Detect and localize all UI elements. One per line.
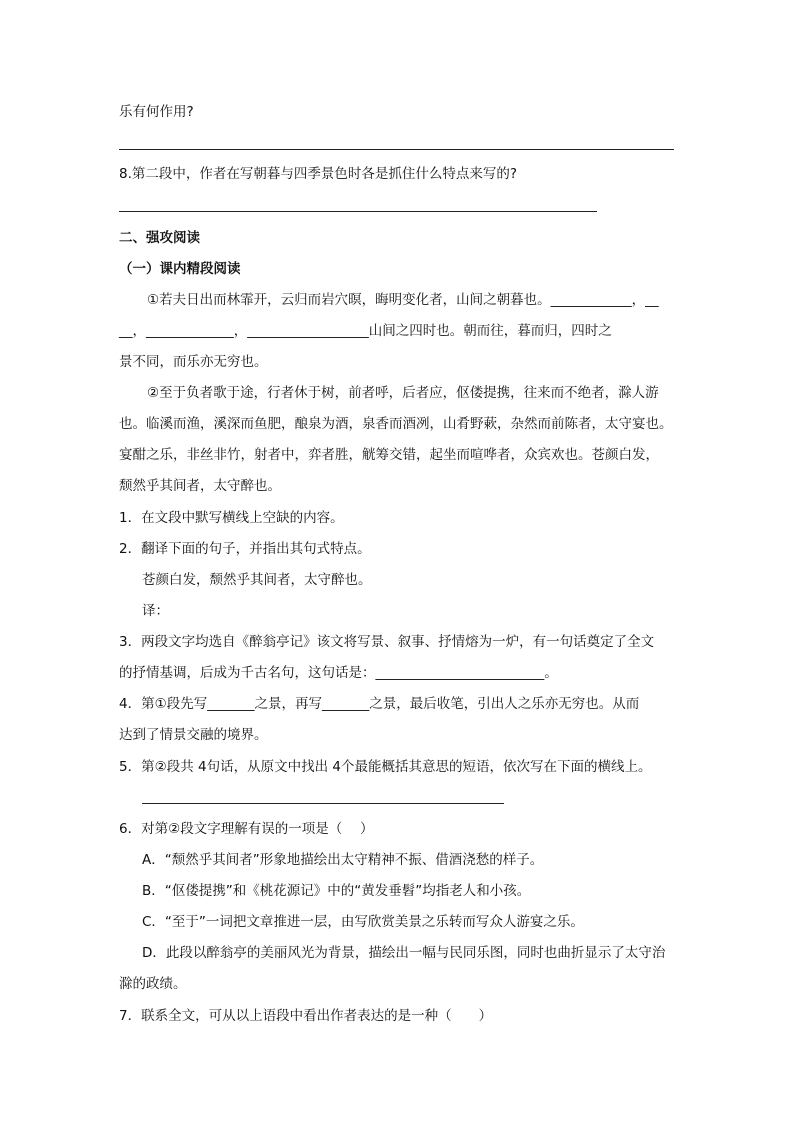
question-4-cont: 达到了情景交融的境界。 bbox=[119, 727, 268, 743]
option-a: A．“颓然乎其间者”形象地描绘出太守精神不振、借酒浇愁的样子。 bbox=[142, 852, 544, 868]
option-c: C．“至于”一词把文章推进一层，由写欣赏美景之乐转而写众人游宴之乐。 bbox=[142, 914, 584, 930]
question-8: 8.第二段中，作者在写朝暮与四季景色时各是抓住什么特点来写的? bbox=[119, 166, 518, 182]
option-d: D．此段以醉翁亭的美丽风光为背景，描绘出一幅与民同乐图，同时也曲折显示了太守治 bbox=[142, 945, 666, 961]
question-7: 7．联系全文，可从以上语段中看出作者表达的是一种（ ） bbox=[119, 1008, 493, 1024]
answer-line bbox=[142, 803, 504, 804]
question-5: 5．第②段共 4句话，从原文中找出 4个最能概括其意思的短语，依次写在下面的横线上。 bbox=[119, 759, 652, 775]
prev-question-tail: 乐有何作用? bbox=[119, 104, 194, 120]
question-6: 6．对第②段文字理解有误的一项是（ ） bbox=[119, 821, 374, 837]
answer-line bbox=[119, 211, 597, 212]
question-3: 3．两段文字均选自《醉翁亭记》该文将写景、叙事、抒情熔为一炉，有一句话奠定了全文 bbox=[119, 634, 655, 650]
option-b: B．“伛偻提携”和《桃花源记》中的“黄发垂髫”均指老人和小孩。 bbox=[142, 883, 531, 899]
passage-1-line: 景不同，而乐亦无穷也。 bbox=[119, 354, 268, 370]
passage-2-line: ②至于负者歌于途，行者休于树，前者呼，后者应，伛偻提携，往来而不绝者，滁人游 bbox=[147, 385, 659, 401]
passage-2-line: 也。临溪而渔，溪深而鱼肥，酿泉为酒，泉香而酒冽，山肴野蔌，杂然而前陈者，太守宴也。 bbox=[119, 416, 673, 432]
passage-2-line: 颓然乎其间者，太守醉也。 bbox=[119, 478, 281, 494]
question-1: 1．在文段中默写横线上空缺的内容。 bbox=[119, 510, 344, 526]
answer-line bbox=[119, 149, 674, 150]
passage-2-line: 宴酣之乐，非丝非竹，射者中，弈者胜，觥筹交错，起坐而喧哗者，众宾欢也。苍颜白发， bbox=[119, 447, 659, 463]
subsection-title: （一）课内精段阅读 bbox=[119, 261, 241, 277]
passage-1-line: __，_____________，__________________山间之四时也。朝而往，暮而归，四时之 bbox=[119, 323, 612, 339]
question-2-quote: 苍颜白发，颓然乎其间者，太守醉也。 bbox=[142, 572, 372, 588]
passage-1-line: ①若夫日出而林霏开，云归而岩穴暝，晦明变化者，山间之朝暮也。____________，__ bbox=[147, 292, 659, 308]
question-3-cont: 的抒情基调，后成为千古名句，这句话是：_________________________。 bbox=[119, 665, 558, 681]
question-2: 2．翻译下面的句子，并指出其句式特点。 bbox=[119, 541, 371, 557]
question-2-translate-label: 译： bbox=[142, 603, 169, 619]
option-d-cont: 滁的政绩。 bbox=[119, 976, 187, 992]
section-title: 二、强攻阅读 bbox=[119, 230, 200, 246]
question-4: 4．第①段先写_______之景，再写_______之景，最后收笔，引出人之乐亦无穷也。从而 bbox=[119, 696, 640, 712]
